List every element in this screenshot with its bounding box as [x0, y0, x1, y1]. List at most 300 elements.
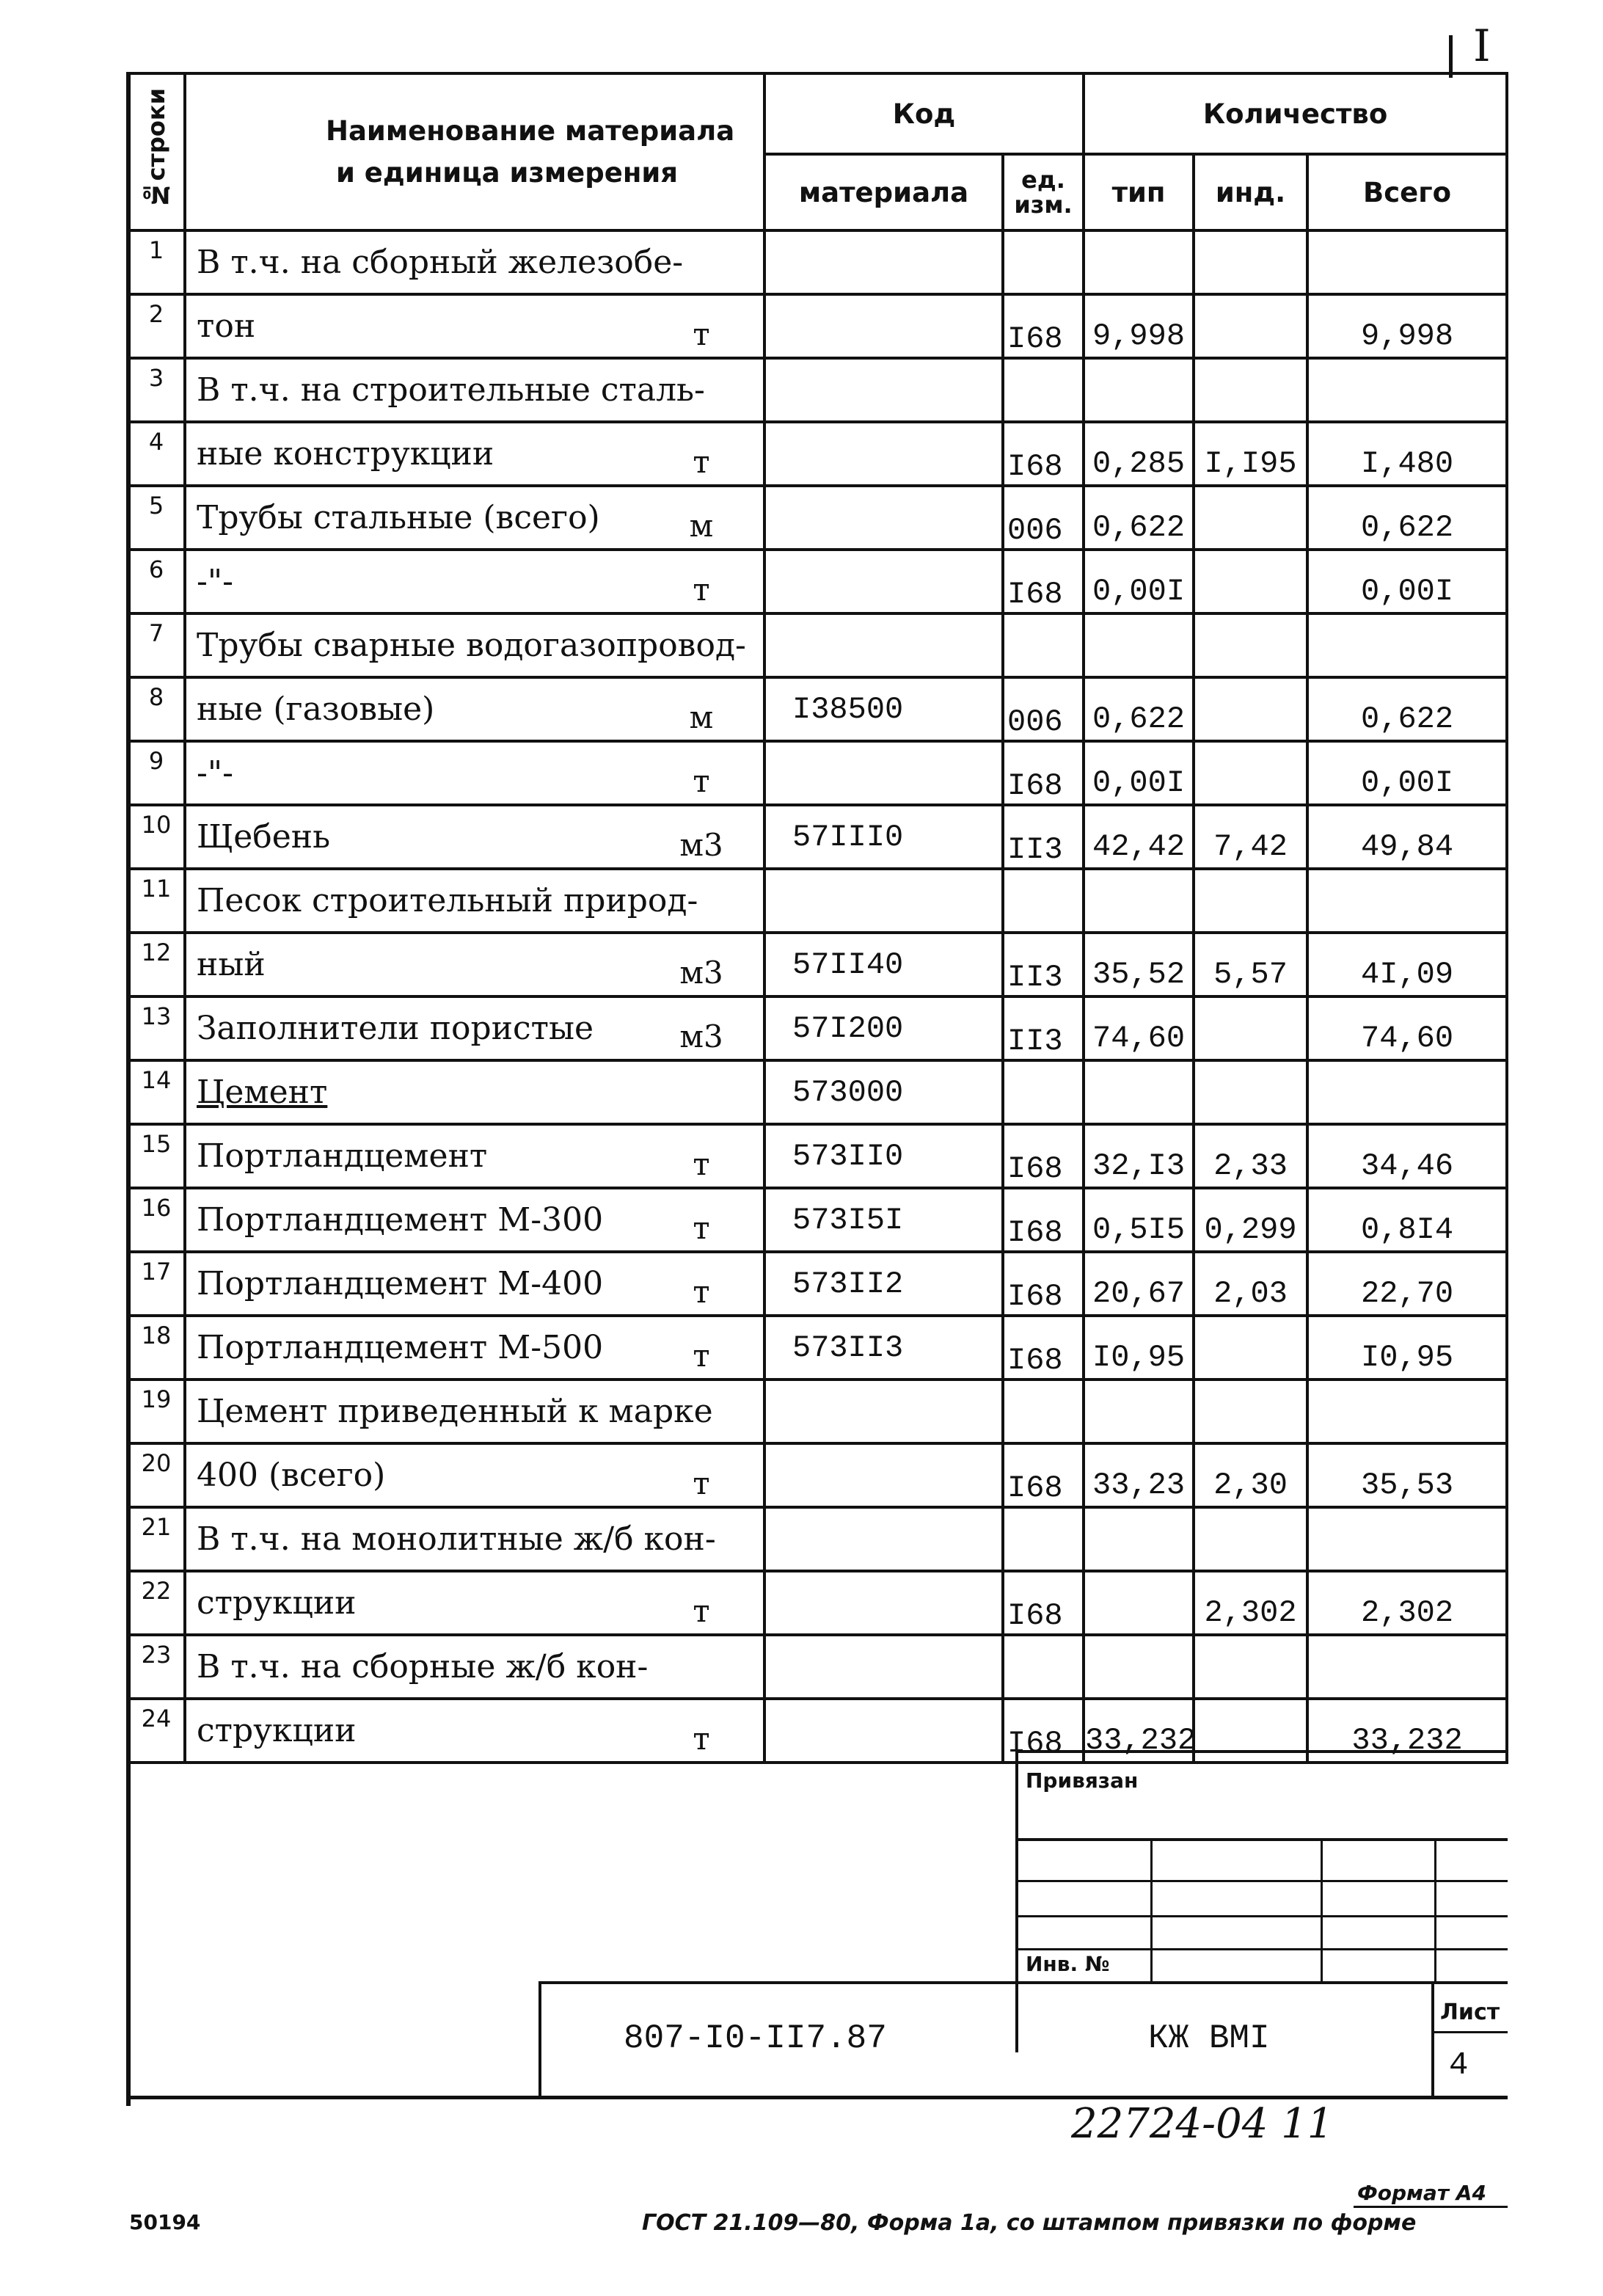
- unit-cell: [640, 1316, 764, 1380]
- qty-ind-cell: [1194, 1507, 1307, 1571]
- material-code-cell: [764, 1635, 1003, 1699]
- unit-cell: [640, 1252, 764, 1316]
- table-row: [128, 741, 1507, 805]
- unit-cell: [640, 1635, 764, 1699]
- row-number: 17: [141, 1258, 172, 1286]
- unit-cell: [640, 1443, 764, 1507]
- qty-total-cell: [1307, 358, 1507, 422]
- material-code: 57II40: [792, 947, 904, 983]
- unit-code-cell: [1003, 1635, 1084, 1699]
- unit-code: II3: [1007, 1024, 1063, 1059]
- material-name-cell: [185, 230, 684, 294]
- qty-total-cell: [1307, 1124, 1507, 1188]
- qty-total: 34,46: [1361, 1148, 1454, 1184]
- qty-typ-cell: [1084, 294, 1194, 358]
- table-row: [128, 1188, 1507, 1252]
- table-row: [128, 550, 1507, 613]
- row-number: 20: [141, 1449, 172, 1477]
- unit-code-cell: [1003, 1571, 1084, 1635]
- unit-code-cell: [1003, 1443, 1084, 1507]
- qty-ind-cell: [1194, 1060, 1307, 1124]
- material-code-cell: [764, 613, 1003, 677]
- qty-typ: 0,622: [1092, 510, 1186, 545]
- unit: т: [693, 1465, 710, 1501]
- unit-code-cell: [1003, 1507, 1084, 1571]
- row-number-cell: [128, 613, 185, 677]
- unit-cell: [640, 1124, 764, 1188]
- qty-total: 74,60: [1361, 1021, 1454, 1056]
- unit-code-cell: [1003, 996, 1084, 1060]
- row-number: 15: [141, 1130, 172, 1158]
- qty-typ: I0,95: [1092, 1340, 1186, 1375]
- unit-code-cell: [1003, 1124, 1084, 1188]
- unit-code: II3: [1007, 960, 1063, 995]
- table-row: [128, 1380, 1507, 1443]
- material-name-cell: [185, 1571, 640, 1635]
- table-row: [128, 869, 1507, 933]
- material-name: Заполнители пористые: [197, 1010, 594, 1047]
- qty-ind-header: инд.: [1194, 154, 1307, 230]
- qty-total-cell: [1307, 805, 1507, 869]
- row-number: 11: [141, 875, 172, 903]
- material-name-cell: [185, 422, 640, 486]
- unit: т: [693, 1593, 710, 1629]
- qty-ind: 5,57: [1213, 957, 1288, 992]
- qty-ind-cell: [1194, 1252, 1307, 1316]
- material-name: Портландцемент: [197, 1137, 488, 1175]
- unit-code: I68: [1007, 1343, 1063, 1378]
- qty-ind: 2,30: [1213, 1468, 1288, 1503]
- unit-code-cell: [1003, 1252, 1084, 1316]
- unit-code: I68: [1007, 768, 1063, 803]
- material-name-cell: [185, 358, 705, 422]
- unit-code-cell: [1003, 741, 1084, 805]
- qty-typ-cell: [1084, 1252, 1194, 1316]
- row-number-cell: [128, 422, 185, 486]
- qty-total-cell: [1307, 1316, 1507, 1380]
- qty-typ-cell: [1084, 1124, 1194, 1188]
- material-name: Портландцемент М-300: [197, 1201, 604, 1239]
- row-number-cell: [128, 869, 185, 933]
- material-name: ные (газовые): [197, 690, 435, 728]
- material-name-cell: [185, 1188, 640, 1252]
- unit-cell: [640, 805, 764, 869]
- unit: т: [693, 444, 710, 480]
- qty-ind-cell: [1194, 486, 1307, 550]
- material-code-cell: [764, 230, 1003, 294]
- unit-code-cell: [1003, 1188, 1084, 1252]
- table-row: [128, 1443, 1507, 1507]
- qty-ind-cell: [1194, 741, 1307, 805]
- unit-code: I68: [1007, 449, 1063, 484]
- unit-code: I68: [1007, 1279, 1063, 1314]
- unit-cell: [640, 550, 764, 613]
- qty-typ-cell: [1084, 996, 1194, 1060]
- qty-ind-cell: [1194, 1316, 1307, 1380]
- code-material-header: материала: [764, 154, 1003, 230]
- code-group-header: Код: [764, 73, 1084, 154]
- material-name: Цемент приведенный к марке: [197, 1393, 713, 1430]
- material-code: 573I5I: [792, 1202, 904, 1238]
- table-body: [128, 230, 1507, 1763]
- material-name-cell: [185, 1443, 640, 1507]
- table-row: [128, 1252, 1507, 1316]
- unit-code: I68: [1007, 1598, 1063, 1633]
- qty-typ: 32,I3: [1092, 1148, 1186, 1184]
- qty-total: 49,84: [1361, 829, 1454, 864]
- qty-ind-cell: [1194, 1443, 1307, 1507]
- row-number: 21: [141, 1513, 172, 1541]
- qty-total-cell: [1307, 613, 1507, 677]
- material-code-cell: [764, 486, 1003, 550]
- table-row: [128, 996, 1507, 1060]
- material-name: струкции: [197, 1712, 357, 1749]
- unit-code-cell: [1003, 486, 1084, 550]
- handwritten-number: 22724-04 11: [1071, 2100, 1334, 2148]
- qty-total: 0,00I: [1361, 765, 1454, 801]
- qty-ind: 0,299: [1204, 1212, 1297, 1247]
- table-row: [128, 1635, 1507, 1699]
- qty-typ: 35,52: [1092, 957, 1186, 992]
- qty-ind-cell: [1194, 358, 1307, 422]
- qty-ind-cell: [1194, 1635, 1307, 1699]
- qty-total-cell: [1307, 1571, 1507, 1635]
- sheet-number: 4: [1449, 2047, 1469, 2084]
- qty-total: 35,53: [1361, 1468, 1454, 1503]
- table-row: [128, 1316, 1507, 1380]
- row-number-cell: [128, 294, 185, 358]
- unit-code-cell: [1003, 1380, 1084, 1443]
- unit-cell: [640, 422, 764, 486]
- qty-typ-cell: [1084, 1316, 1194, 1380]
- qty-ind: 2,33: [1213, 1148, 1288, 1184]
- unit-code-cell: [1003, 550, 1084, 613]
- unit-code: I68: [1007, 321, 1063, 357]
- qty-total-cell: [1307, 422, 1507, 486]
- code-unit-header-label: ед. изм.: [1014, 166, 1073, 219]
- unit-cell: [640, 486, 764, 550]
- material-name: Песок строительный природ-: [197, 882, 698, 919]
- qty-total: I0,95: [1361, 1340, 1454, 1375]
- qty-ind-cell: [1194, 869, 1307, 933]
- table-row: [128, 422, 1507, 486]
- unit: м3: [679, 955, 723, 991]
- table-row: [128, 1060, 1507, 1124]
- unit-code: 006: [1007, 704, 1063, 740]
- row-number-cell: [128, 1443, 185, 1507]
- material-name-cell: [185, 1699, 640, 1763]
- material-name-cell: [185, 294, 640, 358]
- row-number: 18: [141, 1322, 172, 1349]
- binding-stamp-col-1: [1150, 1838, 1153, 1981]
- qty-typ-cell: [1084, 230, 1194, 294]
- material-name-cell: [185, 1635, 649, 1699]
- unit: т: [693, 1274, 710, 1310]
- unit-code-cell: [1003, 805, 1084, 869]
- row-number-cell: [128, 1507, 185, 1571]
- qty-typ-cell: [1084, 869, 1194, 933]
- qty-typ-cell: [1084, 677, 1194, 741]
- qty-ind-cell: [1194, 1380, 1307, 1443]
- table-row: [128, 358, 1507, 422]
- unit-code: I68: [1007, 1215, 1063, 1250]
- qty-ind-cell: [1194, 1124, 1307, 1188]
- material-name-cell: [185, 486, 640, 550]
- unit: м: [689, 508, 714, 544]
- name-header-line2: и единица измерения: [336, 157, 679, 189]
- material-name: В т.ч. на сборный железобе-: [197, 244, 684, 281]
- qty-typ: 0,00I: [1092, 574, 1186, 609]
- unit: м3: [679, 1018, 723, 1054]
- qty-typ-cell: [1084, 933, 1194, 996]
- material-name: ный: [197, 946, 266, 983]
- material-name-cell: [185, 1060, 640, 1124]
- row-number-cell: [128, 1060, 185, 1124]
- qty-typ: 42,42: [1092, 829, 1186, 864]
- gost-reference: ГОСТ 21.109—80, Форма 1а, со штампом привязки по форме: [642, 2210, 1417, 2236]
- qty-typ: 0,5I5: [1092, 1212, 1186, 1247]
- qty-typ-cell: [1084, 358, 1194, 422]
- qty-total: 9,998: [1361, 318, 1454, 354]
- sheet-label: Лист: [1440, 2000, 1500, 2025]
- qty-ind-cell: [1194, 933, 1307, 996]
- row-number: 13: [141, 1002, 172, 1030]
- sheet-mark: I: [1473, 21, 1491, 72]
- material-name: В т.ч. на монолитные ж/б кон-: [197, 1520, 716, 1558]
- material-name: струкции: [197, 1584, 357, 1622]
- qty-total: 2,302: [1361, 1595, 1454, 1630]
- unit-code: I68: [1007, 1470, 1063, 1506]
- name-header-line1: Наименование материала: [326, 115, 735, 147]
- row-number-cell: [128, 996, 185, 1060]
- title-stamp-sheet-line: [1431, 2031, 1508, 2033]
- material-name-cell: [185, 869, 698, 933]
- qty-typ-cell: [1084, 1507, 1194, 1571]
- qty-total: 22,70: [1361, 1276, 1454, 1311]
- row-number: 6: [148, 555, 164, 583]
- qty-total-cell: [1307, 1060, 1507, 1124]
- row-number-cell: [128, 1316, 185, 1380]
- unit-code-cell: [1003, 677, 1084, 741]
- material-name: ные конструкции: [197, 435, 494, 473]
- qty-typ-cell: [1084, 805, 1194, 869]
- qty-ind-cell: [1194, 230, 1307, 294]
- qty-ind-cell: [1194, 613, 1307, 677]
- material-code-cell: [764, 1699, 1003, 1763]
- material-code-cell: [764, 805, 1003, 869]
- row-number: 19: [141, 1385, 172, 1413]
- title-stamp-sheet-divider: [1431, 1981, 1434, 2099]
- qty-total: 0,8I4: [1361, 1212, 1454, 1247]
- format-label: Формат А4: [1357, 2181, 1486, 2205]
- material-code-cell: [764, 1443, 1003, 1507]
- material-code-cell: [764, 677, 1003, 741]
- qty-typ: 33,232: [1085, 1723, 1197, 1758]
- material-code-cell: [764, 422, 1003, 486]
- material-name: 400 (всего): [197, 1457, 386, 1494]
- material-name-cell: [185, 933, 640, 996]
- qty-typ-cell: [1084, 1443, 1194, 1507]
- unit-code-cell: [1003, 294, 1084, 358]
- material-code-cell: [764, 996, 1003, 1060]
- qty-typ-cell: [1084, 613, 1194, 677]
- row-number-cell: [128, 741, 185, 805]
- material-code: 573II0: [792, 1138, 904, 1174]
- material-code-cell: [764, 550, 1003, 613]
- qty-typ-header: тип: [1084, 154, 1194, 230]
- qty-ind-cell: [1194, 805, 1307, 869]
- unit-code-cell: [1003, 358, 1084, 422]
- unit-cell: [640, 1571, 764, 1635]
- material-name-cell: [185, 1124, 640, 1188]
- row-number: 10: [141, 811, 172, 839]
- qty-typ-cell: [1084, 1635, 1194, 1699]
- qty-ind-cell: [1194, 550, 1307, 613]
- qty-total-cell: [1307, 1380, 1507, 1443]
- unit-code-cell: [1003, 933, 1084, 996]
- row-number: 8: [148, 683, 164, 711]
- material-name: Цемент: [197, 1074, 328, 1111]
- qty-total-cell: [1307, 1443, 1507, 1507]
- qty-typ-cell: [1084, 486, 1194, 550]
- row-number: 2: [148, 300, 164, 328]
- material-name: В т.ч. на строительные сталь-: [197, 371, 705, 409]
- binding-label: Привязан: [1026, 1768, 1139, 1793]
- qty-ind: I,I95: [1204, 446, 1297, 481]
- qty-ind-cell: [1194, 677, 1307, 741]
- row-number: 9: [148, 747, 164, 775]
- material-name: тон: [197, 307, 256, 345]
- qty-total: 0,622: [1361, 510, 1454, 545]
- material-name-cell: [185, 1507, 716, 1571]
- qty-typ: 74,60: [1092, 1021, 1186, 1056]
- material-code-cell: [764, 1124, 1003, 1188]
- row-number-cell: [128, 805, 185, 869]
- material-name: Портландцемент М-500: [197, 1329, 604, 1366]
- qty-ind-cell: [1194, 294, 1307, 358]
- material-name-cell: [185, 1316, 640, 1380]
- qty-total-cell: [1307, 996, 1507, 1060]
- qty-total-cell: [1307, 677, 1507, 741]
- material-code-cell: [764, 1507, 1003, 1571]
- binding-stamp-col-3: [1434, 1838, 1436, 1981]
- unit-code: I68: [1007, 1151, 1063, 1187]
- row-number-cell: [128, 1188, 185, 1252]
- qty-typ-cell: [1084, 550, 1194, 613]
- row-number-cell: [128, 1699, 185, 1763]
- inventory-number-label: Инв. №: [1026, 1952, 1110, 1976]
- material-code-cell: [764, 294, 1003, 358]
- material-name: Трубы стальные (всего): [197, 499, 600, 536]
- unit: м: [689, 699, 714, 735]
- row-number: 24: [141, 1705, 172, 1732]
- row-number-cell: [128, 358, 185, 422]
- qty-group-header: Количество: [1084, 73, 1507, 154]
- material-name: Портландцемент М-400: [197, 1265, 604, 1302]
- qty-ind-cell: [1194, 1188, 1307, 1252]
- format-underline: [1354, 2206, 1508, 2208]
- row-number-cell: [128, 1124, 185, 1188]
- row-number: 4: [148, 428, 164, 456]
- material-name: -"-: [197, 563, 233, 600]
- qty-total-cell: [1307, 869, 1507, 933]
- material-code-cell: [764, 1060, 1003, 1124]
- qty-typ-cell: [1084, 1188, 1194, 1252]
- qty-typ-cell: [1084, 1060, 1194, 1124]
- row-number-cell: [128, 1380, 185, 1443]
- material-code-cell: [764, 869, 1003, 933]
- unit-code-cell: [1003, 1060, 1084, 1124]
- qty-total-cell: [1307, 486, 1507, 550]
- unit-cell: [640, 996, 764, 1060]
- qty-ind-cell: [1194, 1571, 1307, 1635]
- material-code: 57III0: [792, 819, 904, 855]
- unit-cell: [640, 933, 764, 996]
- row-number: 1: [148, 236, 164, 264]
- name-header: [185, 73, 764, 230]
- unit: т: [693, 763, 710, 799]
- row-number: 23: [141, 1641, 172, 1669]
- unit: т: [693, 316, 710, 352]
- material-code-cell: [764, 1571, 1003, 1635]
- table-row: [128, 1571, 1507, 1635]
- row-number: 7: [148, 619, 164, 647]
- material-code: 573II2: [792, 1266, 904, 1302]
- table-row: [128, 1507, 1507, 1571]
- qty-total-cell: [1307, 230, 1507, 294]
- unit-code-cell: [1003, 230, 1084, 294]
- qty-typ: 0,00I: [1092, 765, 1186, 801]
- qty-ind-cell: [1194, 422, 1307, 486]
- material-code-cell: [764, 933, 1003, 996]
- material-code: 573II3: [792, 1330, 904, 1366]
- material-name: В т.ч. на сборные ж/б кон-: [197, 1648, 649, 1685]
- binding-stamp-col-2: [1321, 1838, 1323, 1981]
- qty-typ-cell: [1084, 1571, 1194, 1635]
- unit-code-cell: [1003, 422, 1084, 486]
- table-row: [128, 613, 1507, 677]
- row-number: 22: [141, 1577, 172, 1605]
- row-number: 5: [148, 492, 164, 520]
- row-number-cell: [128, 677, 185, 741]
- qty-total-cell: [1307, 1635, 1507, 1699]
- row-number-cell: [128, 486, 185, 550]
- material-name: -"-: [197, 754, 233, 792]
- row-number: 14: [141, 1066, 172, 1094]
- qty-total-cell: [1307, 933, 1507, 996]
- unit-code: I68: [1007, 1726, 1063, 1761]
- unit: т: [693, 1210, 710, 1246]
- material-code: I38500: [792, 691, 904, 727]
- table-row: [128, 1124, 1507, 1188]
- qty-ind: 7,42: [1213, 829, 1288, 864]
- unit-cell: [640, 1188, 764, 1252]
- material-name-cell: [185, 1252, 640, 1316]
- row-number: 12: [141, 939, 172, 966]
- qty-typ: 0,622: [1092, 701, 1186, 737]
- material-code: 573000: [792, 1074, 904, 1110]
- qty-ind: 2,03: [1213, 1276, 1288, 1311]
- table-row: [128, 486, 1507, 550]
- material-code-cell: [764, 741, 1003, 805]
- row-number: 16: [141, 1194, 172, 1222]
- qty-total-header: Всего: [1307, 154, 1507, 230]
- unit-code-cell: [1003, 869, 1084, 933]
- rownum-header: [128, 73, 185, 230]
- row-number-cell: [128, 230, 185, 294]
- row-number-cell: [128, 1571, 185, 1635]
- document-code: 807-I0-II7.87: [624, 2019, 887, 2058]
